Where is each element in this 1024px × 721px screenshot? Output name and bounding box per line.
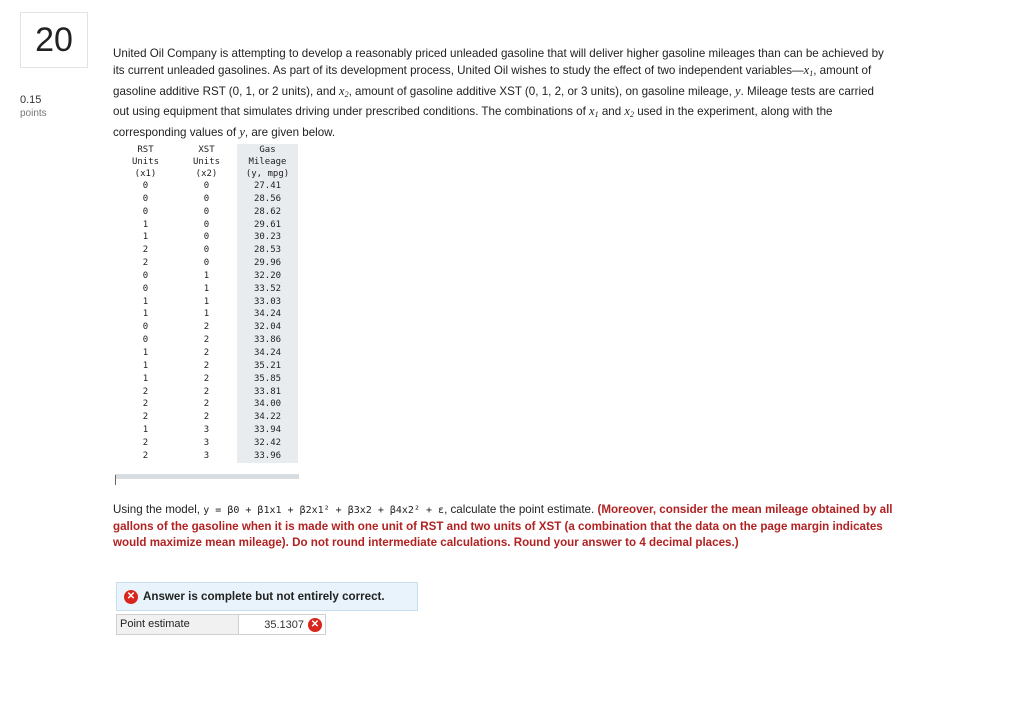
model-middle: , calculate the point estimate. — [444, 503, 598, 516]
intro-text-1: United Oil Company is attempting to develop a reasonably priced unleaded gasoline that will deliver higher gasoline mileages than can be achieved by its current unleaded gasolines. As part of its development process, United Oil wishes to study the effect of two independent variables— — [113, 47, 884, 78]
cell-xst: 3 — [203, 437, 210, 448]
cell-mileage: 32.42 — [237, 437, 298, 450]
cell-mileage: 35.85 — [237, 373, 298, 386]
answer-row — [116, 614, 326, 635]
table-bottom-band — [115, 474, 299, 479]
data-table-wrapper — [115, 144, 299, 478]
notice-text: Answer is complete but not entirely correct. — [143, 590, 385, 603]
cell-rst: 0 — [142, 270, 149, 281]
cell-rst: 2 — [142, 386, 149, 397]
cell-rst: 0 — [142, 335, 149, 346]
cell-mileage: 33.94 — [237, 424, 298, 437]
table-row — [115, 437, 298, 450]
cell-mileage: 28.53 — [237, 244, 298, 257]
cell-rst: 1 — [142, 296, 149, 307]
answer-value: 35.1307 — [264, 618, 304, 631]
cell-xst: 1 — [203, 296, 210, 307]
cell-rst: 0 — [142, 322, 149, 333]
cell-xst: 3 — [203, 450, 210, 461]
table-row — [115, 219, 298, 232]
table-row — [115, 424, 298, 437]
intro-text-5: and — [598, 105, 625, 119]
intro-text-2: , amount of gasoline additive RST (0, 1, or 2 units), and — [113, 64, 872, 98]
cell-xst: 2 — [203, 335, 210, 346]
var-x1-b: $x_1$ — [589, 104, 599, 120]
header-mileage: Gas Mileage (y, mpg) — [237, 144, 298, 180]
table-row — [115, 257, 298, 270]
cell-rst: 2 — [142, 399, 149, 410]
error-x-icon: ✕ — [124, 590, 138, 604]
points-value: 0.15 — [20, 94, 42, 106]
cell-xst: 2 — [203, 373, 210, 384]
cell-rst: 1 — [142, 360, 149, 371]
cell-mileage: 30.23 — [237, 231, 298, 244]
var-y-b: y — [239, 124, 245, 139]
intro-text-4: . Mileage tests are carried out using equipment that simulates driving under prescribed conditions. The combinations of — [113, 84, 874, 119]
table-row — [115, 244, 298, 257]
cell-mileage: 32.20 — [237, 270, 298, 283]
cell-xst: 2 — [203, 360, 210, 371]
header-xst: XST Units (x2) — [192, 145, 221, 179]
cell-rst: 0 — [142, 193, 149, 204]
model-prefix: Using the model, — [113, 503, 204, 516]
intro-text-7: , are given below. — [244, 125, 336, 139]
var-x1: $x_1$ — [803, 63, 814, 79]
table-left-bar — [115, 475, 116, 485]
table-row — [115, 308, 298, 321]
incorrect-x-icon: ✕ — [308, 618, 322, 632]
cell-xst: 0 — [203, 232, 210, 243]
question-number-box — [20, 12, 88, 68]
table-row — [115, 231, 298, 244]
table-row — [115, 347, 298, 360]
cell-mileage: 29.96 — [237, 257, 298, 270]
cell-rst: 1 — [142, 373, 149, 384]
cell-xst: 0 — [203, 181, 210, 191]
cell-xst: 2 — [203, 322, 210, 333]
table-body — [115, 180, 298, 463]
cell-mileage: 33.96 — [237, 450, 298, 463]
var-x2-b: $x_2$ — [624, 104, 634, 120]
cell-mileage: 28.56 — [237, 193, 298, 206]
cell-mileage: 32.04 — [237, 321, 298, 334]
points-info — [20, 94, 80, 119]
cell-xst: 0 — [203, 258, 210, 269]
cell-mileage: 33.86 — [237, 334, 298, 347]
cell-mileage: 28.62 — [237, 206, 298, 219]
intro-text-3: , amount of gasoline additive XST (0, 1, 2, or 3 units), on gasoline mileage, — [348, 84, 736, 98]
var-x2: $x_2$ — [339, 83, 349, 99]
cell-xst: 2 — [203, 386, 210, 397]
answer-status-notice — [116, 582, 418, 611]
cell-rst: 1 — [142, 219, 149, 230]
cell-xst: 2 — [203, 399, 210, 410]
cell-xst: 0 — [203, 245, 210, 256]
data-table — [115, 144, 298, 463]
cell-rst: 0 — [142, 181, 149, 191]
model-emphasis: (Moreover, consider the mean mileage obtained by all gallons of the gasoline when it is made with one unit of RST and two units of XST (a combination that the data on the page margin indicates would maximize mean mileage). Do not round intermediate calculations. Round your answer to 4 decimal places.) — [113, 503, 893, 550]
cell-rst: 2 — [142, 450, 149, 461]
table-row — [115, 180, 298, 193]
cell-mileage: 34.24 — [237, 308, 298, 321]
cell-mileage: 34.00 — [237, 398, 298, 411]
cell-rst: 2 — [142, 437, 149, 448]
cell-mileage: 34.24 — [237, 347, 298, 360]
cell-rst: 1 — [142, 347, 149, 358]
cell-xst: 1 — [203, 270, 210, 281]
cell-rst: 0 — [142, 206, 149, 217]
answer-label: Point estimate — [117, 615, 239, 634]
cell-rst: 1 — [142, 425, 149, 436]
table-row — [115, 334, 298, 347]
cell-xst: 0 — [203, 193, 210, 204]
header-rst: RST Units (x1) — [131, 145, 160, 179]
table-row — [115, 193, 298, 206]
table-row — [115, 270, 298, 283]
cell-mileage: 27.41 — [237, 180, 298, 193]
cell-rst: 2 — [142, 258, 149, 269]
question-number: 20 — [35, 20, 73, 59]
cell-xst: 0 — [203, 206, 210, 217]
cell-mileage: 34.22 — [237, 411, 298, 424]
question-text — [113, 46, 888, 141]
cell-mileage: 33.81 — [237, 386, 298, 399]
cell-rst: 1 — [142, 232, 149, 243]
table-row — [115, 411, 298, 424]
table-row — [115, 398, 298, 411]
cell-rst: 2 — [142, 412, 149, 423]
cell-mileage: 29.61 — [237, 219, 298, 232]
cell-rst: 2 — [142, 245, 149, 256]
table-row — [115, 386, 298, 399]
table-row — [115, 283, 298, 296]
cell-xst: 3 — [203, 425, 210, 436]
cell-xst: 0 — [203, 219, 210, 230]
model-equation: y = β0 + β1x1 + β2x1² + β3x2 + β4x2² + ε — [203, 505, 445, 516]
answer-field[interactable] — [239, 615, 325, 634]
cell-xst: 1 — [203, 283, 210, 294]
cell-xst: 2 — [203, 347, 210, 358]
table-row — [115, 321, 298, 334]
table-row — [115, 206, 298, 219]
cell-xst: 1 — [203, 309, 210, 320]
var-y: y — [735, 83, 741, 98]
cell-xst: 2 — [203, 412, 210, 423]
cell-mileage: 33.03 — [237, 296, 298, 309]
model-text — [113, 502, 898, 552]
table-row — [115, 296, 298, 309]
cell-mileage: 33.52 — [237, 283, 298, 296]
cell-rst: 0 — [142, 283, 149, 294]
table-row — [115, 450, 298, 463]
table-row — [115, 373, 298, 386]
intro-text-6: used in the experiment, along with the corresponding values of — [113, 105, 833, 139]
points-label: points — [20, 108, 47, 119]
table-row — [115, 360, 298, 373]
cell-rst: 1 — [142, 309, 149, 320]
cell-mileage: 35.21 — [237, 360, 298, 373]
